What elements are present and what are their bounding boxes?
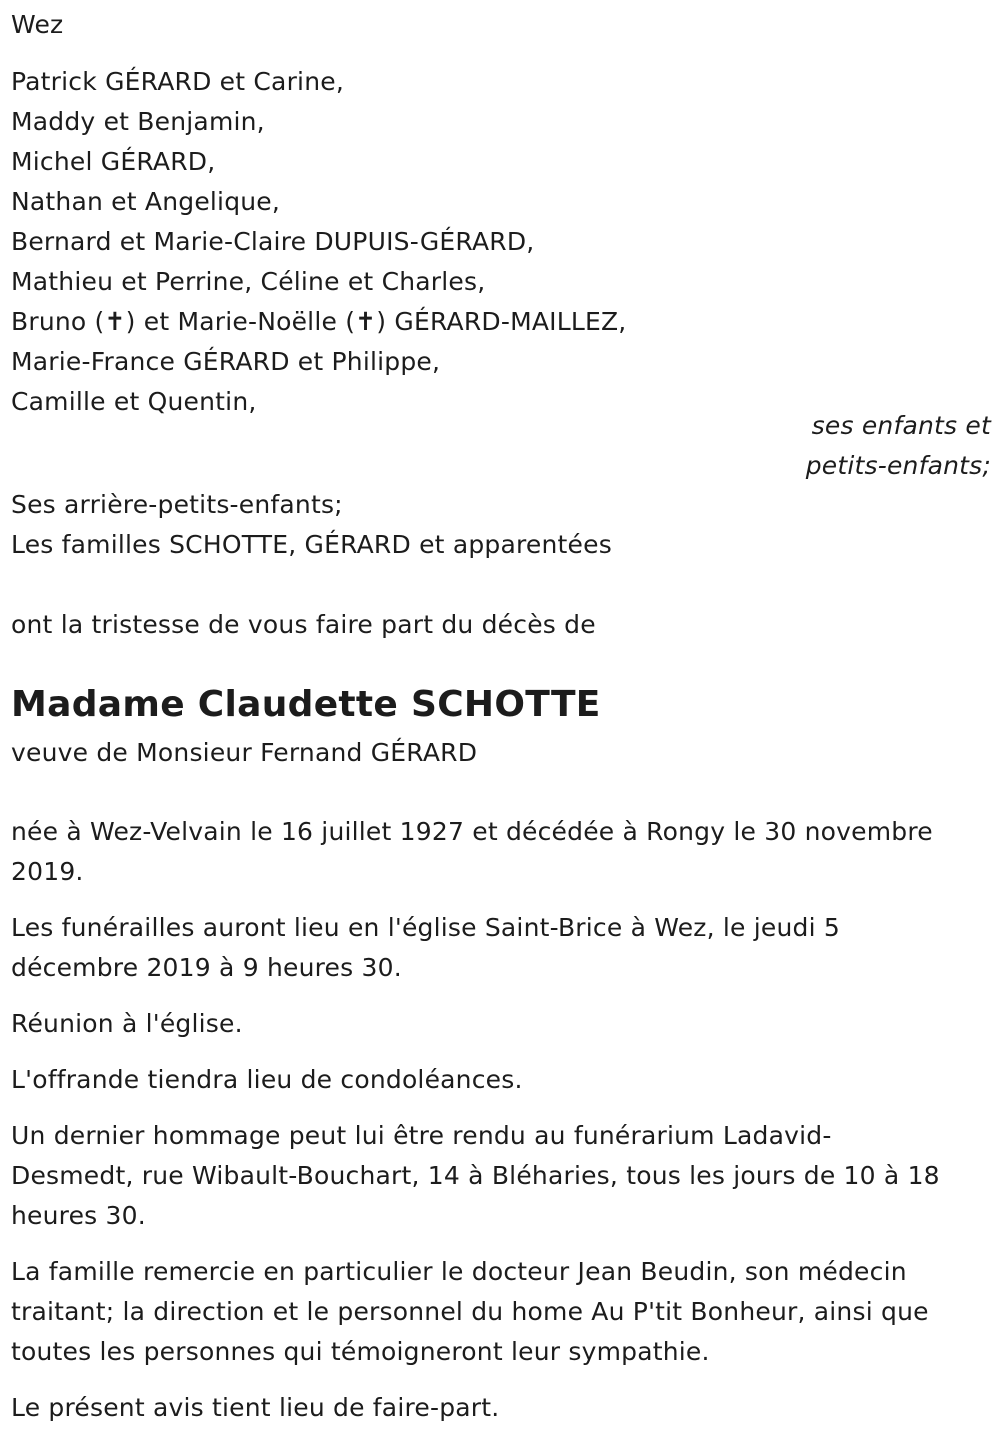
- announcement-text: ont la tristesse de vous faire part du décès de: [11, 610, 596, 639]
- notice-paragraph: Le présent avis tient lieu de faire-part.: [11, 1393, 500, 1422]
- family-line: Patrick GÉRARD et Carine,: [11, 67, 344, 96]
- family-line: Marie-France GÉRARD et Philippe,: [11, 347, 441, 376]
- meeting-paragraph: Réunion à l'église.: [11, 1009, 243, 1038]
- family-line: Michel GÉRARD,: [11, 147, 216, 176]
- relatives-line: Les familles SCHOTTE, GÉRARD et apparentées: [11, 530, 612, 559]
- place-name: Wez: [11, 10, 64, 39]
- relatives-line: Ses arrière-petits-enfants;: [11, 490, 343, 519]
- family-line: Mathieu et Perrine, Céline et Charles,: [11, 267, 486, 296]
- relation-line: petits-enfants;: [805, 451, 991, 480]
- family-line: Camille et Quentin,: [11, 387, 257, 416]
- widow-of-text: veuve de Monsieur Fernand GÉRARD: [11, 738, 478, 767]
- funeral-paragraph: Les funérailles auront lieu en l'église Saint-Brice à Wez, le jeudi 5 décembre 2019 à 9 heures 30.: [11, 913, 841, 982]
- details-section: [11, 812, 991, 1444]
- relation-line: ses enfants et: [811, 411, 991, 440]
- other-relatives: [11, 485, 612, 565]
- family-line: Bruno (✝) et Marie-Noëlle (✝) GÉRARD-MAILLEZ,: [11, 307, 627, 336]
- relation-caption: [806, 406, 991, 486]
- thanks-paragraph: La famille remercie en particulier le docteur Jean Beudin, son médecin traitant; la direction et le personnel du home Au P'tit Bonheur, ainsi que toutes les personnes qui témoigneront leur sympathie.: [11, 1257, 929, 1366]
- deceased-name: Madame Claudette SCHOTTE: [11, 684, 601, 725]
- family-line: Maddy et Benjamin,: [11, 107, 265, 136]
- tribute-paragraph: Un dernier hommage peut lui être rendu au funérarium Ladavid- Desmedt, rue Wibault-Bouchart, 14 à Bléharies, tous les jours de 10 à 18 heures 30.: [11, 1121, 940, 1230]
- family-line: Bernard et Marie-Claire DUPUIS-GÉRARD,: [11, 227, 535, 256]
- family-list: [11, 62, 626, 422]
- offering-paragraph: L'offrande tiendra lieu de condoléances.: [11, 1065, 523, 1094]
- birth-death-paragraph: née à Wez-Velvain le 16 juillet 1927 et décédée à Rongy le 30 novembre 2019.: [11, 817, 933, 886]
- family-line: Nathan et Angelique,: [11, 187, 281, 216]
